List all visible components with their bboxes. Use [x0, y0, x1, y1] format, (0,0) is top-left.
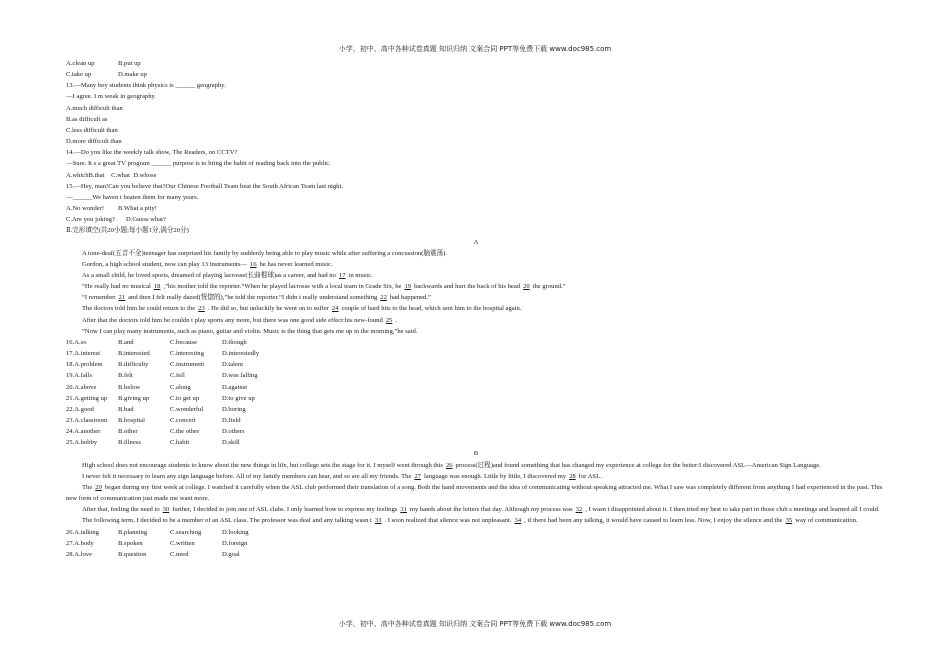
q14-option-ab: A.whichB.that — [66, 171, 105, 179]
choice-row — [66, 437, 886, 448]
text: in music. — [348, 271, 373, 279]
choices-b-list — [66, 527, 886, 560]
choice-option: D.to give up — [222, 394, 255, 402]
text: language was enough. Little by little, I discovered my — [423, 472, 567, 480]
choice-option: D.field — [222, 417, 241, 424]
blank-24: 24 — [331, 305, 339, 313]
choice-option: D.skill — [222, 439, 240, 447]
passage-a-p5 — [66, 292, 886, 303]
choice-option: B.bad — [118, 405, 134, 413]
q13-option-c: C.less difficult than — [66, 126, 118, 134]
choice-option: D.was falling — [222, 372, 258, 380]
text: couple of hard hits to the head, which sent him to the hospital again. — [341, 305, 522, 313]
text: . — [395, 316, 397, 324]
passage-a-heading: A — [473, 238, 479, 246]
text: High school does not encourage students to know about the new things in life, but college sets the stage for it. I myself went through this — [82, 461, 443, 469]
q15-option-c: C.Are you joking? — [66, 216, 115, 224]
text: After that, feeling the need to — [82, 506, 160, 514]
text: he has never learned music. — [259, 260, 333, 268]
choice-option: C.fell — [170, 372, 185, 380]
text: The following term, I decided to be a member of an ASL class. The professor was deaf and any talking wasn t — [82, 517, 372, 525]
choice-option: D.against — [222, 383, 248, 391]
choice-row — [66, 370, 886, 381]
q12-option-c: C.take up — [66, 71, 92, 79]
choice-option: C.interesting — [170, 350, 204, 358]
text: Gordon, a high school student, now can play 13 instruments— — [82, 260, 248, 268]
q15-option-a: A.No wonder! — [66, 205, 105, 213]
text: way of communication. — [795, 517, 858, 525]
text: I never felt it necessary to learn any sign language before. All of my family members can hear, and so are all my friends. The — [82, 472, 412, 480]
text: had happened.” — [389, 294, 431, 302]
passage-b-p1 — [66, 460, 886, 471]
choice-option: B.question — [118, 550, 147, 558]
choice-option: 23.A.classroom — [66, 417, 108, 424]
choice-option: C.to get up — [170, 394, 200, 402]
blank-25: 25 — [385, 316, 393, 324]
choice-option: 28.A.love — [66, 550, 93, 558]
choice-row — [66, 404, 886, 415]
choice-option: B.and — [118, 338, 134, 346]
choice-option: C.along — [170, 383, 191, 391]
q13-option-d: D.more difficult than — [66, 138, 122, 146]
choice-option: C.wonderful — [170, 405, 204, 413]
passage-a-p2 — [66, 259, 886, 270]
text: The — [82, 483, 93, 491]
text: for ASL. — [578, 472, 602, 480]
q15-stem: 15.—Hey, man!Can you believe that?Our Chinese Football Team beat the South African Team last night. — [66, 182, 343, 190]
blank-17: 17 — [338, 271, 346, 279]
passage-a-p6 — [66, 303, 886, 314]
choice-option: C.need — [170, 550, 189, 558]
blank-22: 22 — [380, 294, 387, 302]
q15-options-row2 — [66, 214, 886, 225]
choice-row — [66, 359, 886, 370]
blank-26: 26 — [445, 461, 453, 469]
q15-reply: —______We haven t beaten them for many years. — [66, 193, 199, 201]
choice-option: D.looking — [222, 528, 249, 536]
choice-option: B.illness — [118, 439, 141, 447]
text: “He really had no musical — [82, 283, 151, 291]
blank-33: 33 — [374, 517, 382, 525]
text: further, I decided to join one of ASL clubs. I only learned how to express my feelings — [172, 506, 398, 514]
choice-option: B.below — [118, 383, 141, 391]
choice-option: C.instrument — [170, 361, 205, 369]
blank-20: 20 — [523, 283, 530, 291]
choice-option: B.giving up — [118, 394, 150, 402]
q13-option-a: A.much difficult than — [66, 104, 123, 112]
blank-30: 30 — [162, 506, 170, 514]
passage-b-p5 — [66, 515, 886, 526]
choice-option: D.boring — [222, 405, 246, 413]
passage-a-p1: A tone-deaf(五音不全)teenager has surprised his family by suddenly being able to play music while after suffering a concussion(脑震荡). — [82, 249, 448, 257]
choice-option: D.interestedly — [222, 350, 260, 358]
blank-23: 23 — [198, 305, 205, 313]
blank-31: 31 — [400, 506, 407, 514]
document-body — [66, 58, 886, 560]
section-title: Ⅱ.完形填空(共20小题;每小题1分,满分20分) — [66, 227, 189, 235]
blank-18: 18 — [153, 283, 161, 291]
blank-21: 21 — [118, 294, 126, 302]
text: my hands about the letters that day. Although my process was — [409, 506, 573, 514]
choice-option: D.though — [222, 338, 247, 346]
q14-stem: 14.—Do you like the weekly talk show, The Readers, on CCTV? — [66, 149, 238, 157]
choice-option: B.other — [118, 428, 138, 436]
blank-35: 35 — [785, 517, 793, 525]
text: . I soon realized that silence was not unpleasant. — [384, 517, 512, 525]
blank-28: 28 — [569, 472, 576, 480]
choice-row — [66, 337, 886, 348]
passage-a-p8: “Now I can play many instruments, such as piano, guitar and violin. Music is the thing that gets me up in the morning,”he said. — [82, 327, 418, 335]
choice-option: B.felt — [118, 372, 133, 380]
q14-reply: —Sure. It s a great TV program ______ purpose is to bring the habit of reading back into the public. — [66, 160, 331, 168]
choice-option: D.goal — [222, 550, 240, 558]
choice-option: 17.A.interest — [66, 350, 101, 358]
choice-option: C.searching — [170, 528, 202, 536]
passage-b-p4 — [66, 504, 886, 515]
text: the ground.” — [532, 283, 566, 291]
text: , I wasn t disappointed about it. I then tried my best to take part in those club s meetings and learned all I could. — [585, 506, 880, 514]
text: process(过程)and found something that has changed my experience at college for the better:I discovered ASL—American Sign Language. — [455, 461, 821, 469]
choice-option: B.planning — [118, 528, 148, 536]
choice-option: B.spoken — [118, 539, 143, 547]
choice-option: 24.A.another — [66, 428, 101, 436]
text: and then I felt really dazed(恍惚的),”he told the reporter.“I didn t really understand something — [128, 294, 378, 302]
blank-27: 27 — [414, 472, 421, 480]
choice-option: 18.A.problem — [66, 361, 103, 369]
passage-b-p3 — [66, 482, 886, 504]
choice-option: C.because — [170, 338, 197, 346]
text: , if there had been any talking, it would have caused to learn less. Now, I enjoy the silence and the — [524, 517, 783, 525]
choice-option: C.the other — [170, 428, 200, 436]
choice-option: 19.A.falls — [66, 372, 93, 380]
choice-option: D.talent — [222, 361, 244, 369]
blank-29: 29 — [95, 483, 102, 491]
choice-option: 22.A.good — [66, 405, 94, 413]
choice-option: 21.A.getting up — [66, 394, 108, 402]
q13-reply: —I agree. I m weak in geography. — [66, 93, 157, 101]
q12-option-d: D.make up — [118, 71, 147, 79]
passage-a-p3 — [66, 270, 886, 281]
choice-option: D.foreign — [222, 539, 248, 547]
choice-option: 20.A.above — [66, 383, 97, 391]
text: After that the doctors told him he couldn t play sports any more, but there was one good side effect:his new-found — [82, 316, 383, 324]
passage-a-p4 — [66, 281, 886, 292]
blank-34: 34 — [514, 517, 522, 525]
choice-option: B.hospital — [118, 417, 145, 424]
choice-option: B.difficulty — [118, 361, 149, 369]
choice-row — [66, 382, 886, 393]
q14-options — [66, 170, 886, 181]
choice-row — [66, 549, 886, 560]
choice-option: D.others — [222, 428, 245, 436]
choice-row — [66, 415, 886, 426]
blank-16: 16 — [250, 260, 257, 268]
q15-option-d: D.Guess what? — [126, 216, 166, 224]
text: backwards and hurt the back of his head — [414, 283, 521, 291]
choice-row — [66, 538, 886, 549]
q13-stem: 13.—Many boy students think physics is ______ geography. — [66, 82, 226, 90]
choice-option: 27.A.body — [66, 539, 94, 547]
choice-row — [66, 527, 886, 538]
choice-option: B.interested — [118, 350, 150, 358]
choice-option: 16.A.so — [66, 338, 87, 346]
q15-option-b: B.What a pity! — [118, 205, 158, 213]
q14-option-d: D.whose — [133, 171, 157, 179]
choice-option: C.written — [170, 539, 195, 547]
text: ,”his mother told the reporter.“When he played lacrosse with a local team in Grade Six, he — [163, 283, 402, 291]
q12-option-a: A.clean up — [66, 60, 95, 67]
text: The doctors told him he could return to the — [82, 305, 196, 313]
choice-option: 26.A.talking — [66, 528, 99, 536]
blank-32: 32 — [575, 506, 583, 514]
passage-b-p2 — [66, 471, 886, 482]
choice-option: C.habit — [170, 439, 190, 447]
text: . He did so, but unluckily he went on to suffer — [207, 305, 329, 313]
q13-option-b: B.as difficult as — [66, 115, 108, 123]
text: As a small child, he loved sports, dreamed of playing lacrosse(长曲棍球)as a career, and had no — [82, 271, 336, 279]
choices-a-list — [66, 337, 886, 449]
choice-row — [66, 393, 886, 404]
choice-row — [66, 348, 886, 359]
q15-options-row1 — [66, 203, 886, 214]
page-header: 小学、初中、高中各种试卷真题 知识归纳 文案合同 PPT等免费下载 www.doc985.com — [338, 45, 612, 53]
choice-option: 25.A.hobby — [66, 439, 98, 447]
q12-options-row1 — [66, 58, 886, 69]
q12-option-b: B.put up — [118, 60, 141, 67]
choice-row — [66, 426, 886, 437]
passage-a-p7 — [66, 315, 886, 326]
blank-19: 19 — [404, 283, 412, 291]
text: “I remember — [82, 294, 116, 302]
q12-options-row2 — [66, 69, 886, 80]
text: began during my first week at college. I watched it carefully when the ASL club performed their translation of a song. Both the hand movements and the idea of communicating without speaking attracted me. What I saw was completely different from anything I had experienced in the past. This new form of communication just made me want more. — [66, 483, 883, 503]
choice-option: C.concert — [170, 417, 196, 424]
q14-option-c: C.what — [111, 171, 130, 179]
page-footer: 小学、初中、高中各种试卷真题 知识归纳 文案合同 PPT等免费下载 www.doc985.com — [338, 620, 612, 628]
passage-b-heading: B — [473, 450, 479, 458]
